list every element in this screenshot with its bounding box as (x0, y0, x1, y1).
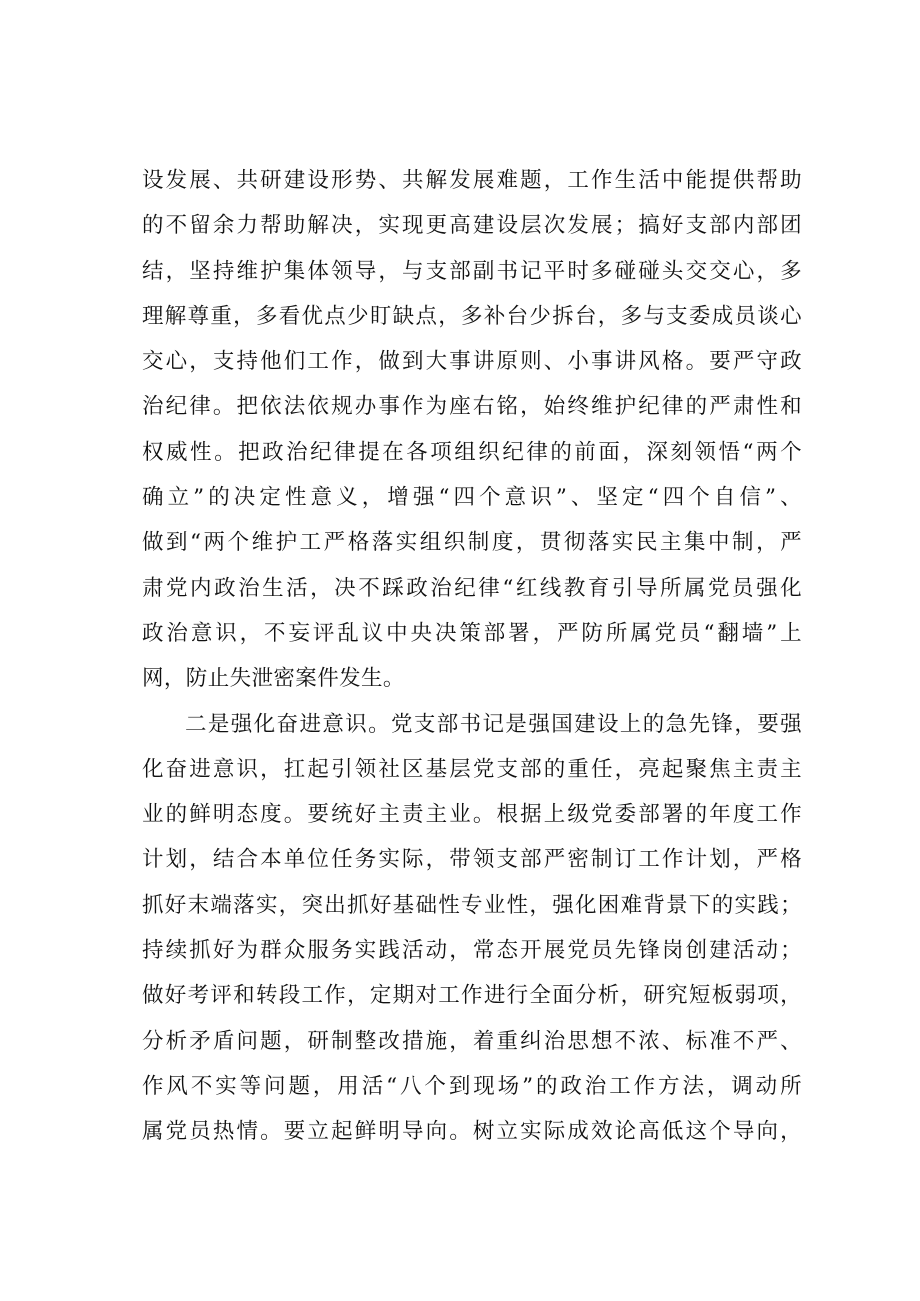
text-line: 确立”的决定性意义，增强“四个意识”、坚定“四个自信”、 (142, 485, 802, 511)
text-line: 设发展、共研建设形势、共解发展难题，工作生活中能提供帮助 (142, 168, 802, 193)
text-line: 交心，支持他们工作，做到大事讲原则、小事讲风格。要严守政 (142, 349, 802, 375)
text-line: 计划，结合本单位任务实际，带领支部严密制订工作计划，严格 (142, 847, 802, 873)
paragraph-end-line: 网，防止失泄密案件发生。 (142, 666, 405, 692)
text-line: 化奋进意识，扛起引领社区基层党支部的重任，亮起聚焦主责主 (142, 756, 802, 782)
text-line: 业的鲜明态度。要统好主责主业。根据上级党委部署的年度工作 (142, 802, 802, 828)
text-line: 抓好末端落实，突出抓好基础性专业性，强化困难背景下的实践； (142, 892, 802, 918)
paragraph-first-line: 二是强化奋进意识。党支部书记是强国建设上的急先锋，要强 (185, 711, 802, 737)
text-line: 结，坚持维护集体领导，与支部副书记平时多碰碰头交交心，多 (142, 258, 802, 284)
text-line: 治纪律。把依法依规办事作为座右铭，始终维护纪律的严肃性和 (142, 394, 802, 420)
body-text (142, 158, 802, 1155)
text-line: 政治意识，不妄评乱议中央决策部署，严防所属党员“翻墙”上 (142, 620, 802, 646)
text-line: 做好考评和转段工作，定期对工作进行全面分析，研究短板弱项， (142, 983, 802, 1009)
text-line: 做到“两个维护工严格落实组织制度，贯彻落实民主集中制，严 (142, 530, 802, 556)
text-line: 理解尊重，多看优点少盯缺点，多补台少拆台，多与支委成员谈心 (142, 303, 802, 329)
text-line: 权威性。把政治纪律提在各项组织纪律的前面，深刻领悟“两个 (142, 439, 802, 465)
text-line: 肃党内政治生活，决不踩政治纪律“红线教育引导所属党员强化 (142, 575, 802, 601)
text-line: 的不留余力帮助解决，实现更高建设层次发展；搞好支部内部团 (142, 213, 802, 239)
text-line: 分析矛盾问题，研制整改措施，着重纠治思想不浓、标准不严、 (142, 1028, 802, 1054)
text-line: 作风不实等问题，用活“八个到现场”的政治工作方法，调动所 (142, 1073, 802, 1099)
text-line: 持续抓好为群众服务实践活动，常态开展党员先锋岗创建活动； (142, 938, 802, 964)
text-line: 属党员热情。要立起鲜明导向。树立实际成效论高低这个导向， (142, 1119, 802, 1145)
